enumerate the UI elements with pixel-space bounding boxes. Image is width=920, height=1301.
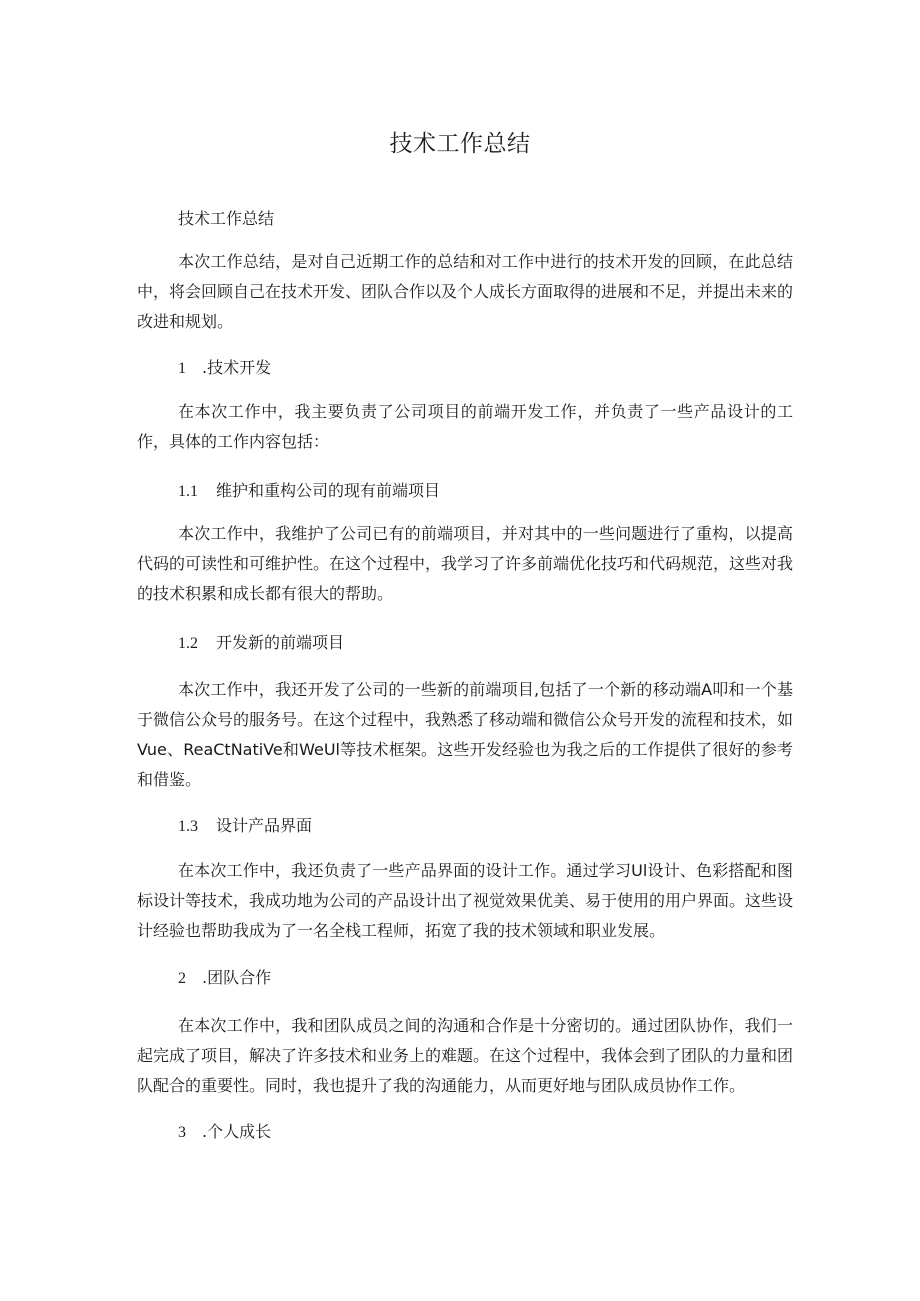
intro-paragraph: 本次工作总结，是对自己近期工作的总结和对工作中进行的技术开发的回顾，在此总结中，将会回顾自己在技术开发、团队合作以及个人成长方面取得的进展和不足，并提出未来的改进和规划。 (137, 252, 794, 331)
section-1-1-title: 维护和重构公司的现有前端项目 (216, 481, 441, 500)
section-2-heading (178, 965, 271, 992)
section-1-3-paragraph: 在本次工作中，我还负责了一些产品界面的设计工作。通过学习Ul设计、色彩搭配和图标设计等技术，我成功地为公司的产品设计出了视觉效果优美、易于使用的用户界面。这些设计经验也帮助我成为了一名全栈工程师，拓宽了我的技术领域和职业发展。 (137, 861, 794, 940)
section-2-paragraph: 在本次工作中，我和团队成员之间的沟通和合作是十分密切的。通过团队协作，我们一起完成了项目，解决了许多技术和业务上的难题。在这个过程中，我体会到了团队的力量和团队配合的重要性。同时，我也提升了我的沟通能力，从而更好地与团队成员协作工作。 (137, 1016, 794, 1095)
section-1-3-number: 1.3 (178, 818, 198, 835)
section-3-number: 3 (178, 1124, 186, 1141)
section-1-1-number: 1.1 (178, 483, 198, 500)
section-1-1-heading (178, 478, 440, 505)
section-1-title: .技术开发 (202, 358, 272, 377)
section-1-1-paragraph: 本次工作中，我维护了公司已有的前端项目，并对其中的一些问题进行了重构，以提高代码的可读性和可维护性。在这个过程中，我学习了许多前端优化技巧和代码规范，这些对我的技术积累和成长都有很大的帮助。 (137, 524, 794, 603)
section-1-2-number: 1.2 (178, 635, 198, 652)
section-1-heading (178, 355, 271, 382)
section-1-2-heading (178, 630, 344, 657)
section-1-2-title: 开发新的前端项目 (216, 633, 345, 652)
section-2-number: 2 (178, 970, 186, 987)
section-1-number: 1 (178, 360, 186, 377)
document-title: 技术工作总结 (389, 131, 531, 157)
section-3-title: .个人成长 (202, 1122, 272, 1141)
document-subtitle: 技术工作总结 (178, 209, 275, 228)
section-1-3-title: 设计产品界面 (216, 816, 313, 835)
section-1-paragraph: 在本次工作中，我主要负责了公司项目的前端开发工作，并负责了一些产品设计的工作，具体的工作内容包括： (137, 402, 793, 451)
section-3-heading (178, 1119, 271, 1146)
section-2-title: .团队合作 (202, 968, 272, 987)
section-1-3-heading (178, 813, 312, 840)
section-1-2-paragraph: 本次工作中，我还开发了公司的一些新的前端项目,包括了一个新的移动端A叩和一个基于微信公众号的服务号。在这个过程中，我熟悉了移动端和微信公众号开发的流程和技术，如Vue、ReaCtNatiVe和WeUl等技术框架。这些开发经验也为我之后的工作提供了很好的参考和借鉴。 (137, 680, 794, 789)
